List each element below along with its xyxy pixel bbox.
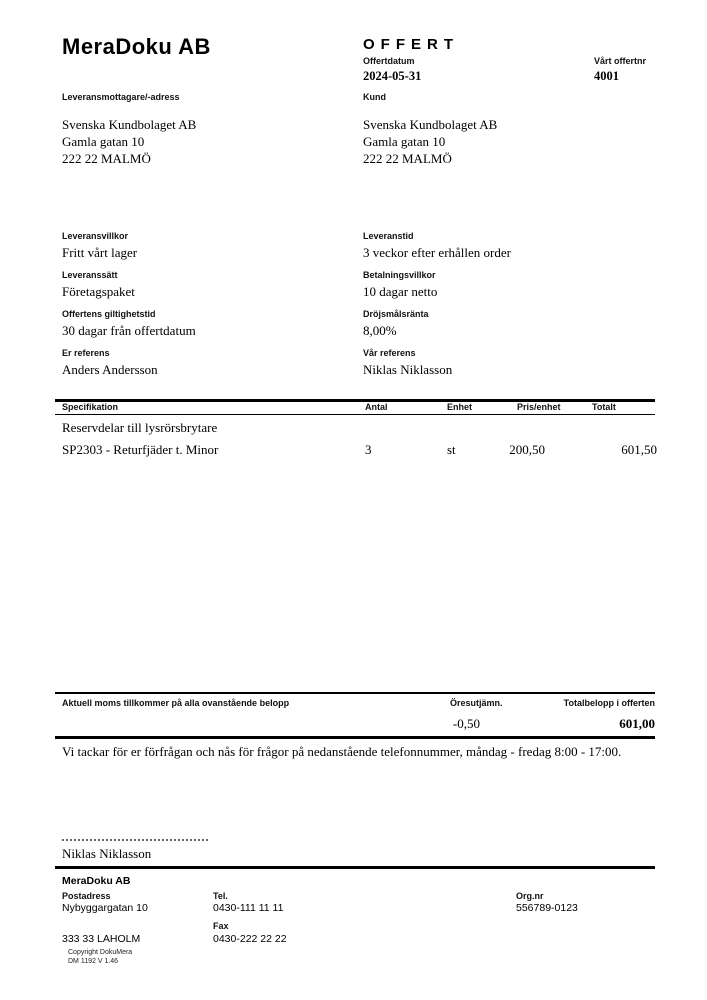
term-label: Leveransvillkor (62, 231, 129, 241)
term-label: Leveranstid (363, 231, 414, 241)
term-leveransvillkor (62, 231, 352, 262)
footer-tel-label: Tel. (213, 891, 228, 901)
term-value: Anders Andersson (62, 362, 158, 377)
footer-version: DM 1192 V 1.46 (68, 958, 119, 965)
item-unit-price: 200,50 (509, 442, 545, 457)
footer-company-name: MeraDoku AB (62, 875, 131, 887)
term-label: Dröjsmålsränta (363, 309, 429, 319)
item-quantity: 3 (365, 442, 372, 457)
document-type-title: OFFERT (363, 36, 459, 53)
term-betalningsvillkor (363, 270, 653, 301)
table-header-pris-enhet: Pris/enhet (517, 402, 561, 412)
total-amount-value: 601,00 (619, 716, 655, 731)
customer-address-block (363, 116, 497, 167)
footer-orgnr-value: 556789-0123 (516, 902, 578, 914)
table-header-antal: Antal (365, 402, 388, 412)
recipient-address-block (62, 116, 196, 167)
footer-orgnr-label: Org.nr (516, 891, 544, 901)
term-giltighetstid (62, 309, 352, 340)
table-row (55, 420, 655, 436)
item-specification: SP2303 - Returfjäder t. Minor (62, 442, 219, 457)
term-leveranssatt (62, 270, 352, 301)
customer-address-line: Gamla gatan 10 (363, 134, 446, 149)
term-label: Betalningsvillkor (363, 270, 436, 280)
customer-address-line: 222 22 MALMÖ (363, 151, 452, 166)
term-value: 3 veckor efter erhållen order (363, 245, 511, 260)
term-value: 8,00% (363, 323, 397, 338)
customer-label: Kund (363, 92, 386, 102)
table-row (55, 442, 655, 458)
offertnr-label: Vårt offertnr (594, 56, 647, 66)
customer-address-line: Svenska Kundbolaget AB (363, 117, 498, 132)
offertdatum-label: Offertdatum (363, 56, 415, 66)
term-var-referens (363, 348, 653, 379)
totals-value-row (55, 716, 655, 734)
total-amount-label: Totalbelopp i offerten (563, 698, 655, 708)
term-label: Vår referens (363, 348, 416, 358)
table-header-specifikation: Specifikation (62, 402, 119, 412)
signature-name: Niklas Niklasson (62, 846, 152, 861)
signature-dotted-line (62, 839, 208, 841)
item-unit: st (447, 442, 456, 457)
rounding-label: Öresutjämn. (450, 698, 503, 708)
item-specification: Reservdelar till lysrörsbrytare (62, 420, 218, 435)
term-drojsmalsranta (363, 309, 653, 340)
term-value: Företagspaket (62, 284, 135, 299)
footer-top-divider (55, 866, 655, 869)
totals-top-divider (55, 692, 655, 694)
sender-company-name: MeraDoku AB (62, 34, 211, 59)
term-value: Fritt vårt lager (62, 245, 138, 260)
table-header-divider (55, 414, 655, 415)
term-er-referens (62, 348, 352, 379)
footer-postadress-label: Postadress (62, 891, 111, 901)
rounding-value: -0,50 (452, 716, 480, 731)
recipient-address-label: Leveransmottagare/-adress (62, 92, 180, 102)
term-leveranstid (363, 231, 653, 262)
table-header-enhet: Enhet (447, 402, 473, 412)
term-label: Offertens giltighetstid (62, 309, 156, 319)
term-value: Niklas Niklasson (363, 362, 453, 377)
offertdatum-value: 2024-05-31 (363, 69, 422, 83)
recipient-address-line: Gamla gatan 10 (62, 134, 145, 149)
term-label: Leveranssätt (62, 270, 118, 280)
offertnr-value: 4001 (594, 69, 619, 83)
totals-bottom-divider (55, 736, 655, 739)
footer-copyright: Copyright DokuMera (68, 949, 133, 956)
footer-postadress-street: Nybyggargatan 10 (62, 902, 148, 914)
term-value: 30 dagar från offertdatum (62, 323, 196, 338)
footer-fax-value: 0430-222 22 22 (213, 933, 287, 945)
recipient-address-line: Svenska Kundbolaget AB (62, 117, 197, 132)
footer-tel-value: 0430-111 11 11 (213, 902, 284, 914)
closing-message: Vi tackar för er förfrågan och nås för frågor på nedanstående telefonnummer, måndag - fredag 8:00 - 17:00. (62, 744, 622, 759)
footer-fax-label: Fax (213, 921, 229, 931)
table-header-totalt: Totalt (592, 402, 616, 412)
term-value: 10 dagar netto (363, 284, 438, 299)
totals-header-row (55, 698, 655, 712)
recipient-address-line: 222 22 MALMÖ (62, 151, 151, 166)
term-label: Er referens (62, 348, 110, 358)
footer-postadress-city: 333 33 LAHOLM (62, 933, 141, 945)
vat-note: Aktuell moms tillkommer på alla ovanstående belopp (62, 698, 290, 708)
item-total: 601,50 (621, 442, 657, 457)
